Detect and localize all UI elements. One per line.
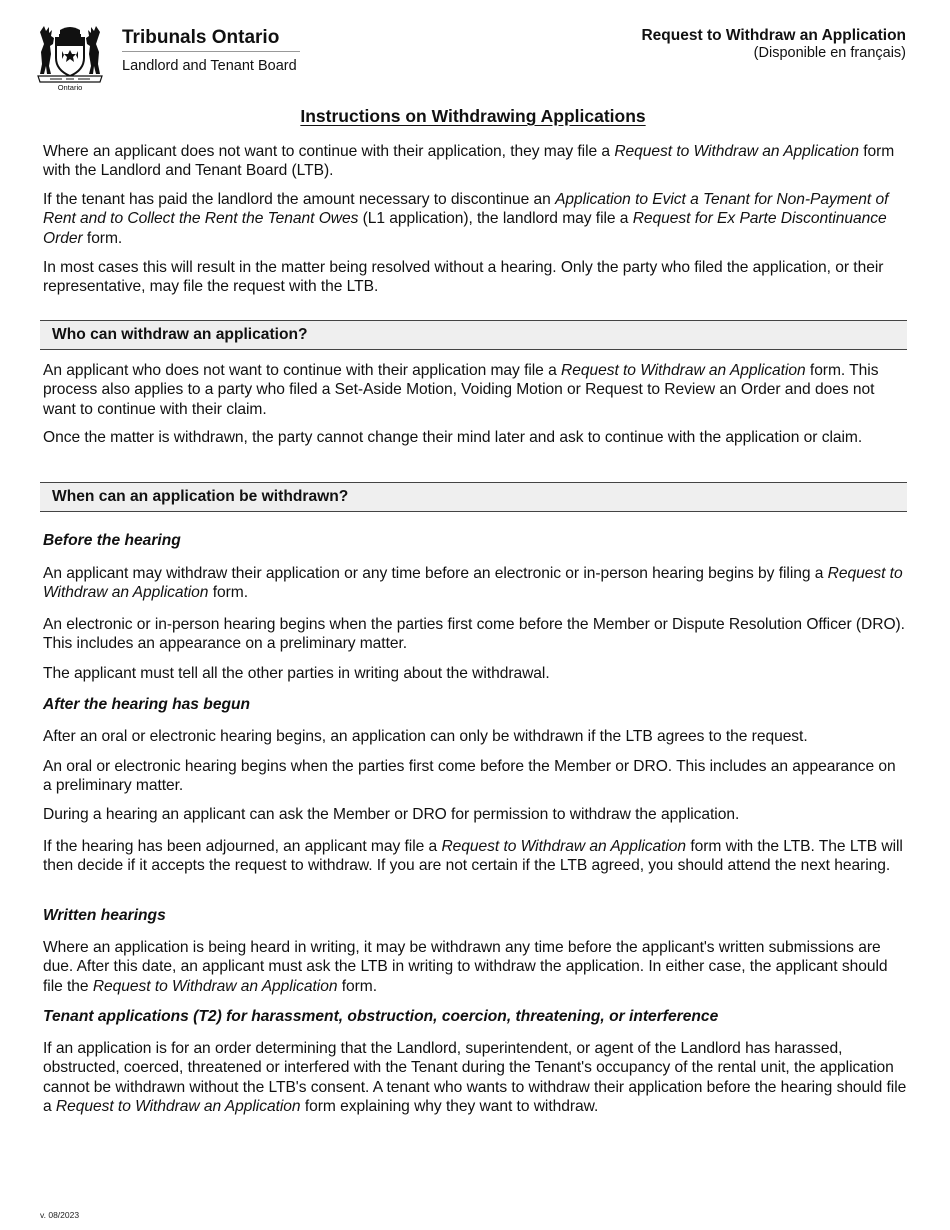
subheading-before-hearing: Before the hearing bbox=[43, 532, 181, 549]
after-paragraph-2: An oral or electronic hearing begins when the parties first come before the Member or DRO. This includes an appearance on a preliminary matter. bbox=[43, 758, 896, 795]
section-header-when bbox=[40, 482, 907, 512]
organization-title: Tribunals Ontario bbox=[122, 27, 280, 48]
page-header bbox=[0, 0, 950, 100]
section-heading: When can an application be withdrawn? bbox=[52, 488, 349, 505]
who-paragraph-2: Once the matter is withdrawn, the party cannot change their mind later and ask to continue with the application or claim. bbox=[43, 429, 863, 446]
intro-paragraph-3: In most cases this will result in the matter being resolved without a hearing. Only the party who filed the application, or their representative, may file the request with the LTB. bbox=[43, 259, 884, 296]
subheading-written-hearings: Written hearings bbox=[43, 907, 166, 924]
intro-paragraph-1: Where an applicant does not want to continue with their application, they may file a Request to Withdraw an Application form with the Landlord and Tenant Board (LTB). bbox=[43, 143, 895, 180]
section-heading: Who can withdraw an application? bbox=[52, 326, 308, 343]
before-paragraph-3: The applicant must tell all the other parties in writing about the withdrawal. bbox=[43, 665, 550, 682]
intro-paragraph-2: If the tenant has paid the landlord the amount necessary to discontinue an Application to Evict a Tenant for Non-Payment of Rent and to Collect the Rent the Tenant Owes (L1 application), the landlord may file a Request for Ex Parte Discontinuance Order form. bbox=[43, 191, 889, 247]
after-paragraph-4: If the hearing has been adjourned, an applicant may file a Request to Withdraw an Application form with the LTB. The LTB will then decide if it accepts the request to withdraw. If you are not certain if the LTB agreed, you should attend the next hearing. bbox=[43, 838, 903, 875]
language-note: (Disponible en français) bbox=[753, 45, 906, 61]
header-divider bbox=[122, 51, 300, 52]
form-title: Request to Withdraw an Application bbox=[641, 27, 906, 44]
tenant-paragraph-1: If an application is for an order determining that the Landlord, superintendent, or agent of the Landlord has harassed, obstructed, coerced, threatened or interfered with the Tenant during the Tenant's occupancy of the rental unit, the application cannot be withdrawn without the LTB's consent. A tenant who wants to withdraw their application before the hearing should file a Request to Withdraw an Application form explaining why they want to withdraw. bbox=[43, 1040, 907, 1116]
organization-subtitle: Landlord and Tenant Board bbox=[122, 58, 297, 74]
subheading-tenant-applications: Tenant applications (T2) for harassment, obstruction, coercion, threatening, or interference bbox=[43, 1008, 719, 1025]
after-paragraph-3: During a hearing an applicant can ask the Member or DRO for permission to withdraw the application. bbox=[43, 806, 740, 823]
written-paragraph-1: Where an application is being heard in writing, it may be withdrawn any time before the applicant's written submissions are due. After this date, an applicant must ask the LTB in writing to withdraw the application. In either case, the applicant should file the Request to Withdraw an Application form. bbox=[43, 939, 888, 995]
coat-of-arms-icon bbox=[36, 24, 104, 86]
ontario-coat-of-arms-logo bbox=[36, 24, 104, 92]
after-paragraph-1: After an oral or electronic hearing begins, an application can only be withdrawn if the LTB agrees to the request. bbox=[43, 728, 808, 745]
before-paragraph-2: An electronic or in-person hearing begins when the parties first come before the Member or Dispute Resolution Officer (DRO). This includes an appearance on a preliminary matter. bbox=[43, 616, 905, 653]
who-paragraph-1: An applicant who does not want to continue with their application may file a Request to Withdraw an Application form. This process also applies to a party who filed a Set-Aside Motion, Voiding Motion or Request to Review an Order and does not want to continue with their claim. bbox=[43, 362, 879, 418]
section-header-who bbox=[40, 320, 907, 350]
before-paragraph-1: An applicant may withdraw their application or any time before an electronic or in-person hearing begins by filing a Request to Withdraw an Application form. bbox=[43, 565, 903, 602]
subheading-after-hearing: After the hearing has begun bbox=[43, 696, 251, 713]
document-title: Instructions on Withdrawing Applications bbox=[300, 106, 646, 126]
logo-wordmark: Ontario bbox=[57, 83, 83, 92]
version-label: v. 08/2023 bbox=[40, 1210, 80, 1220]
